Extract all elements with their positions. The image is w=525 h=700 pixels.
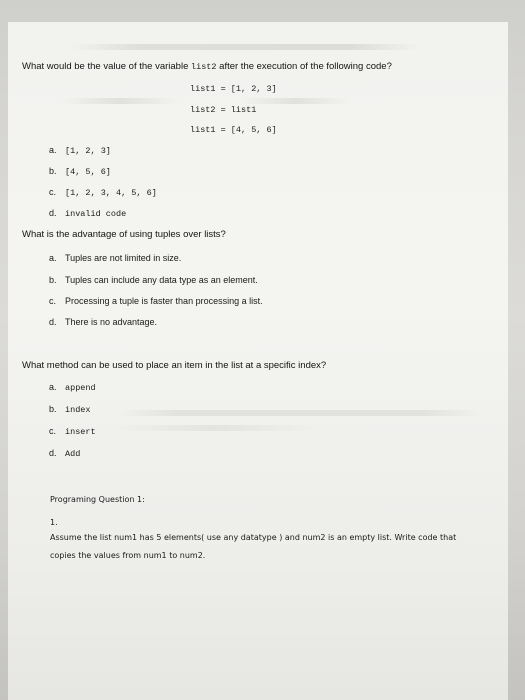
q2-option-d: d. There is no advantage.	[49, 317, 158, 327]
code-line-3: list1 = [4, 5, 6]	[190, 125, 277, 135]
q3-option-b: b. index	[49, 404, 91, 415]
bleed-through-mark	[240, 98, 350, 104]
q3-option-c: c. insert	[49, 426, 96, 437]
programming-heading: Programing Question 1:	[50, 495, 145, 504]
q3-option-d: d. Add	[49, 448, 81, 459]
programming-prompt-line-1: Assume the list num1 has 5 elements( use any datatype ) and num2 is an empty list. Write code that	[50, 533, 457, 542]
bleed-through-mark	[120, 410, 480, 416]
q2-option-c: c. Processing a tuple is faster than processing a list.	[49, 296, 263, 306]
question-1-text: What would be the value of the variable	[22, 61, 191, 72]
q1-option-b: b. [4, 5, 6]	[49, 166, 111, 177]
question-1	[22, 61, 392, 72]
programming-number: 1.	[50, 518, 58, 527]
bleed-through-mark	[70, 44, 420, 50]
q1-option-a: a. [1, 2, 3]	[49, 145, 111, 156]
programming-prompt-line-2: copies the values from num1 to num2.	[50, 551, 206, 560]
question-3-text: What method can be used to place an item in the list at a specific index?	[22, 360, 327, 371]
q2-option-b: b. Tuples can include any data type as an element.	[49, 275, 258, 285]
question-1-variable: list2	[191, 62, 217, 72]
q1-option-c: c. [1, 2, 3, 4, 5, 6]	[49, 187, 157, 198]
code-line-1: list1 = [1, 2, 3]	[190, 84, 277, 94]
q1-option-d: d. invalid code	[49, 208, 127, 219]
question-1-text-end: after the execution of the following code?	[216, 61, 392, 72]
q2-option-a: a. Tuples are not limited in size.	[49, 253, 182, 263]
code-line-2: list2 = list1	[190, 105, 257, 115]
bleed-through-mark	[110, 425, 320, 431]
bleed-through-mark	[60, 98, 180, 104]
question-2-text: What is the advantage of using tuples over lists?	[22, 229, 226, 240]
q3-option-a: a. append	[49, 382, 96, 393]
